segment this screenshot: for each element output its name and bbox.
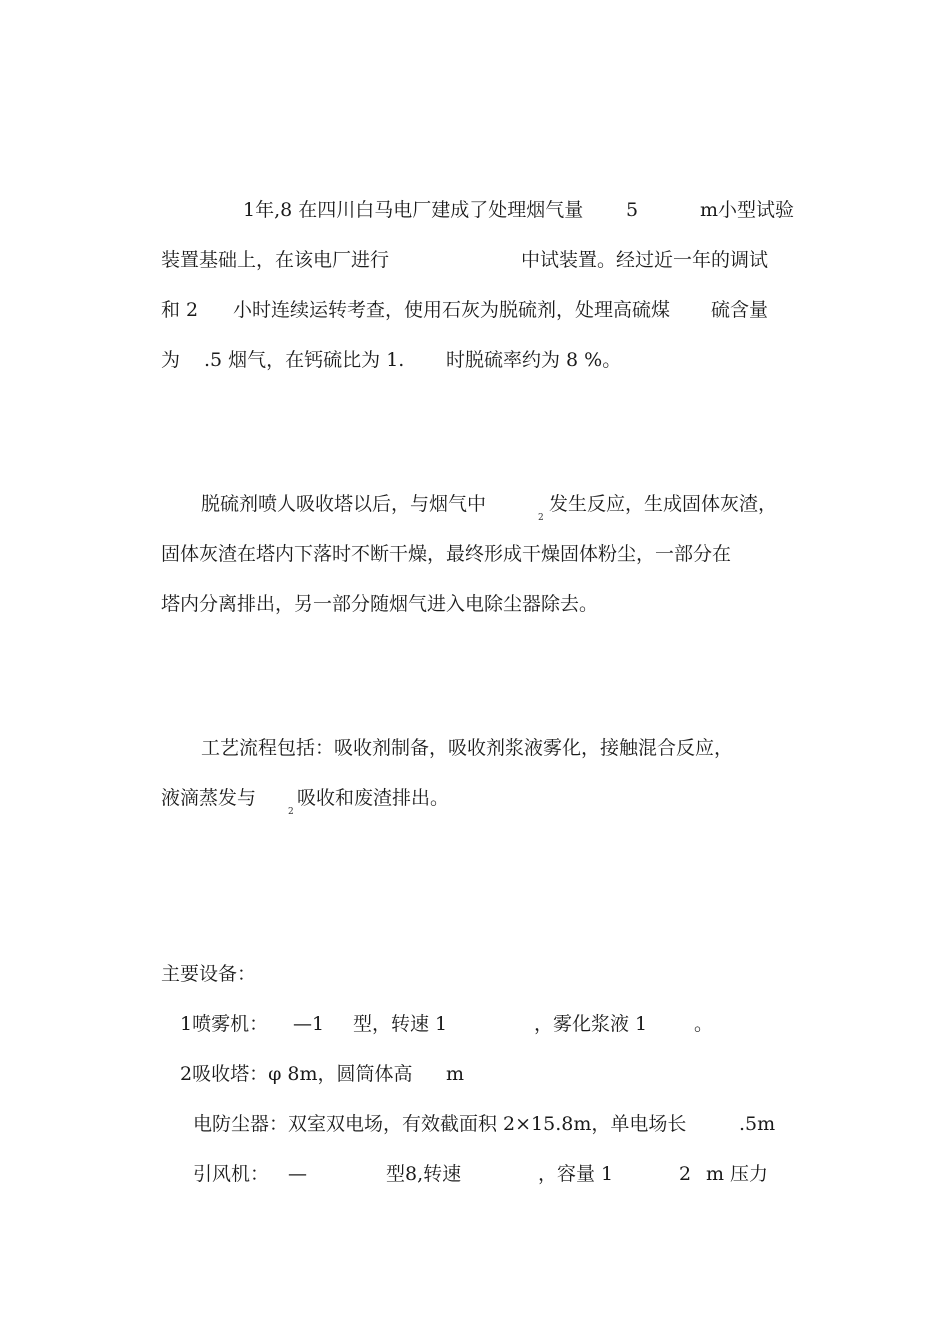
text-line: 2吸收塔：φ 8m，圆筒体高 xyxy=(180,1063,413,1085)
text-line: 小时连续运转考查，使用石灰为脱硫剂，处理高硫煤 xyxy=(233,299,671,321)
text-line: — xyxy=(288,1163,307,1185)
text-line: 5 xyxy=(626,199,639,221)
text-line: 1喷雾机： xyxy=(180,1013,269,1035)
text-line: 硫含量 xyxy=(711,299,769,321)
text-line: 发生反应，生成固体灰渣， xyxy=(549,493,778,515)
text-line: ，容量 1 xyxy=(538,1163,614,1185)
text-line: —1 xyxy=(293,1013,325,1035)
text-line: 时脱硫率约为 8 %。 xyxy=(446,349,622,371)
text-line: 塔内分离排出，另一部分随烟气进入电除尘器除去。 xyxy=(161,593,599,615)
text-line: 工艺流程包括：吸收剂制备，吸收剂浆液雾化，接触混合反应， xyxy=(201,737,734,759)
text-line: 1年,8 在四川白马电厂建成了处理烟气量 xyxy=(243,199,584,221)
text-line: m小型试验 xyxy=(700,199,795,221)
text-line: 和 2 xyxy=(161,299,199,321)
text-line: .5m xyxy=(739,1113,776,1135)
text-line: 引风机： xyxy=(193,1163,270,1185)
subscript: 2 xyxy=(288,807,294,817)
text-line: 装置基础上，在该电厂进行 xyxy=(161,249,390,271)
text-line: 电防尘器：双室双电场，有效截面积 2×15.8m，单电场长 xyxy=(193,1113,687,1135)
subscript: 2 xyxy=(538,513,544,523)
text-line: m 压力 xyxy=(706,1163,769,1185)
text-line: m xyxy=(446,1063,465,1085)
text-line: 固体灰渣在塔内下落时不断干燥，最终形成干燥固体粉尘，一部分在 xyxy=(161,543,732,565)
text-line: 中试装置。经过近一年的调试 xyxy=(521,249,769,271)
text-line: 液滴蒸发与 xyxy=(161,787,257,809)
text-line: 脱硫剂喷人吸收塔以后，与烟气中 xyxy=(201,493,487,515)
text-line: 型8,转速 xyxy=(386,1163,462,1185)
text-line: .5 烟气，在钙硫比为 1. xyxy=(204,349,405,371)
text-line: 型，转速 1 xyxy=(353,1013,448,1035)
section-heading: 主要设备： xyxy=(161,963,257,985)
text-line: 。 xyxy=(694,1013,714,1035)
text-line: 2 xyxy=(679,1163,692,1185)
text-line: ，雾化浆液 1 xyxy=(534,1013,648,1035)
text-line: 为 xyxy=(161,349,181,371)
text-line: 吸收和废渣排出。 xyxy=(297,787,450,809)
